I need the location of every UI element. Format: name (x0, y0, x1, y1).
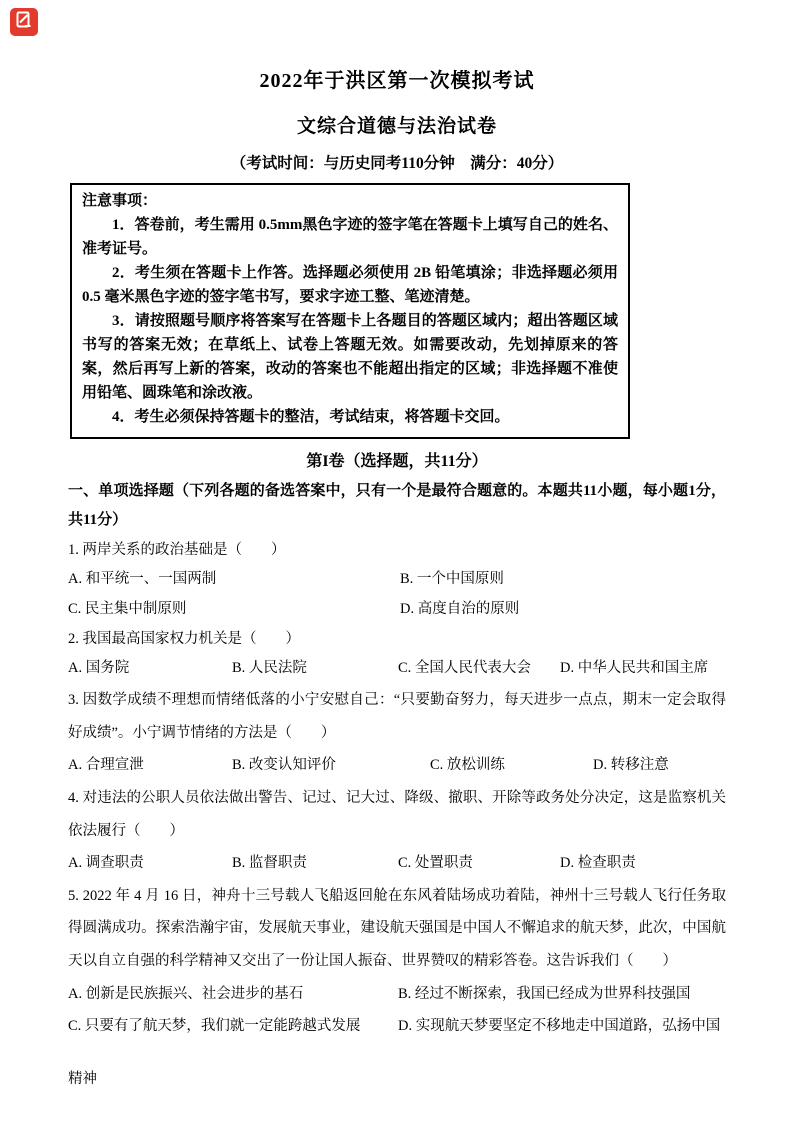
question-1-option-c: C. 民主集中制原则 (68, 600, 187, 617)
volume-title: 第I卷（选择题，共11分） (306, 453, 488, 470)
question-4-option-b: B. 监督职责 (232, 855, 307, 872)
question-1-option-b: B. 一个中国原则 (400, 571, 504, 588)
question-2-options-row (68, 654, 726, 684)
notice-item-4: 4．考生必须保持答题卡的整洁，考试结束，将答题卡交回。 (112, 409, 510, 425)
site-logo-badge (10, 8, 38, 36)
notice-heading: 注意事项： (82, 193, 158, 209)
question-2-option-d: D. 中华人民共和国主席 (560, 660, 709, 677)
question-3-option-d: D. 转移注意 (593, 757, 669, 774)
question-1-option-a: A. 和平统一、一国两制 (68, 571, 217, 588)
question-5-option-d-continuation: 精神 (68, 1070, 97, 1087)
question-3 (68, 684, 726, 782)
question-5 (68, 880, 726, 1095)
notice-box (70, 183, 630, 439)
question-4-option-d: D. 检查职责 (560, 855, 636, 872)
exam-info-line: （考试时间：与历史同考110分钟 满分：40分） (230, 155, 564, 172)
question-1-option-d: D. 高度自治的原则 (400, 600, 520, 617)
question-3-option-c: C. 放松训练 (430, 757, 505, 774)
section-heading: 一、单项选择题（下列各题的备选答案中，只有一个是最符合题意的。本题共11小题，每小题1分，共11分） (68, 483, 726, 529)
question-1-options-row-1 (68, 565, 726, 595)
question-5-options-row-1 (68, 978, 726, 1011)
question-5-stem: 5. 2022 年 4 月 16 日，神舟十三号载人飞船返回舱在东风着陆场成功着陆，神州十三号载人飞行任务取得圆满成功。探索浩瀚宇宙，发展航天事业，建设航天强国是中国人不懈追求的航天梦，此次，中国航天以自立自强的科学精神又交出了一份让国人振奋、世界赞叹的精彩答卷。这告诉我们（ ） (68, 887, 726, 970)
question-5-option-c: C. 只要有了航天梦，我们就一定能跨越式发展 (68, 1018, 361, 1035)
question-5-options-row-2 (68, 1010, 726, 1043)
question-4-stem: 4. 对违法的公职人员依法做出警告、记过、记大过、降级、撤职、开除等政务处分决定，这是监察机关依法履行（ ） (68, 789, 726, 839)
question-4-options-row (68, 847, 726, 880)
question-2 (68, 625, 726, 684)
question-5-option-d: D. 实现航天梦要坚定不移地走中国道路，弘扬中国 (398, 1018, 721, 1035)
question-1-options-row-2 (68, 595, 726, 625)
document-logo-icon (15, 11, 33, 34)
question-3-option-b: B. 改变认知评价 (232, 757, 336, 774)
question-1 (68, 536, 726, 625)
question-5-option-a: A. 创新是民族振兴、社会进步的基石 (68, 985, 304, 1002)
question-2-option-b: B. 人民法院 (232, 660, 307, 677)
notice-item-2: 2．考生须在答题卡上作答。选择题必须使用 2B 铅笔填涂；非选择题必须用 0.5 毫米黑色字迹的签字笔书写，要求字迹工整、笔迹清楚。 (82, 265, 618, 305)
question-2-option-c: C. 全国人民代表大会 (398, 660, 531, 677)
question-2-option-a: A. 国务院 (68, 660, 130, 677)
question-2-stem: 2. 我国最高国家权力机关是（ ） (68, 630, 300, 647)
question-4-option-a: A. 调查职责 (68, 855, 144, 872)
question-1-stem: 1. 两岸关系的政治基础是（ ） (68, 541, 286, 558)
exam-title: 2022年于洪区第一次模拟考试 (259, 70, 535, 92)
question-3-option-a: A. 合理宣泄 (68, 757, 144, 774)
question-4-option-c: C. 处置职责 (398, 855, 473, 872)
question-4 (68, 782, 726, 880)
questions-section (0, 477, 794, 1095)
exam-subtitle: 文综合道德与法治试卷 (296, 116, 497, 137)
notice-item-1: 1．答卷前，考生需用 0.5mm黑色字迹的签字笔在答题卡上填写自己的姓名、准考证号。 (82, 217, 618, 257)
question-3-stem: 3. 因数学成绩不理想而情绪低落的小宁安慰自己：“只要勤奋努力，每天进步一点点，期末一定会取得好成绩”。小宁调节情绪的方法是（ ） (68, 692, 726, 741)
question-5-option-b: B. 经过不断探索，我国已经成为世界科技强国 (398, 985, 691, 1002)
question-3-options-row (68, 749, 726, 782)
notice-item-3: 3．请按照题号顺序将答案写在答题卡上各题目的答题区域内；超出答题区域书写的答案无效；在草纸上、试卷上答题无效。如需要改动，先划掉原来的答案，然后再写上新的答案，改动的答案也不能超出指定的区域；非选择题不准使用铅笔、圆珠笔和涂改液。 (82, 313, 618, 401)
